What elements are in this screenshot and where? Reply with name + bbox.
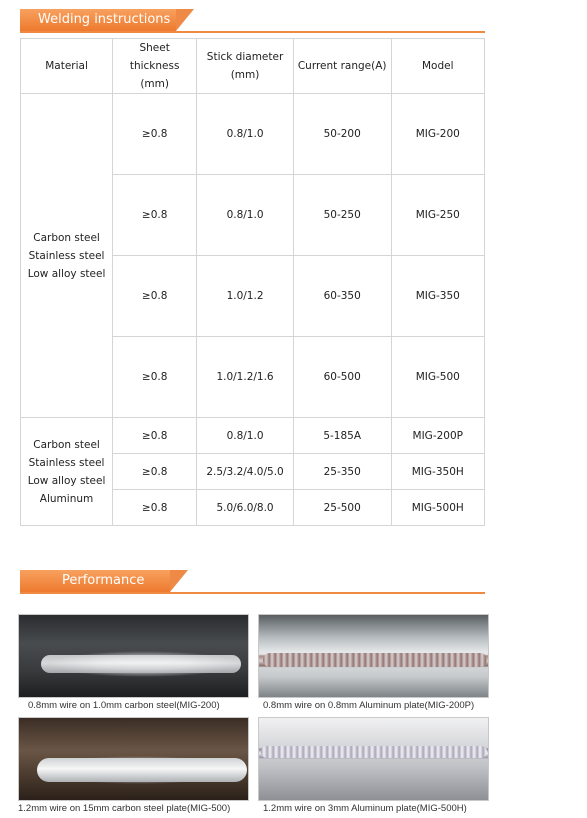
caption-mig-500h: 1.2mm wire on 3mm Aluminum plate(MIG-500H) bbox=[263, 803, 467, 814]
welding-instructions-title: Welding instructions bbox=[20, 9, 176, 31]
model-cell: MIG-500 bbox=[391, 337, 484, 418]
diameter-cell: 0.8/1.0 bbox=[197, 175, 294, 256]
diameter-cell: 2.5/3.2/4.0/5.0 bbox=[197, 454, 294, 490]
model-cell: MIG-350H bbox=[391, 454, 484, 490]
table-header-row bbox=[21, 39, 485, 94]
caption-mig-200p: 0.8mm wire on 0.8mm Aluminum plate(MIG-200P) bbox=[263, 700, 475, 711]
thickness-cell: ≥0.8 bbox=[113, 337, 197, 418]
material-name: Carbon steel bbox=[33, 231, 100, 244]
thickness-cell: ≥0.8 bbox=[113, 418, 197, 454]
material-cell-group1 bbox=[21, 94, 113, 418]
model-cell: MIG-350 bbox=[391, 256, 484, 337]
model-cell: MIG-250 bbox=[391, 175, 484, 256]
thickness-cell: ≥0.8 bbox=[113, 454, 197, 490]
weld-photo-mig-200 bbox=[18, 614, 249, 698]
thickness-cell: ≥0.8 bbox=[113, 94, 197, 175]
weld-photo-mig-200p bbox=[258, 614, 489, 698]
header-stick-diameter-unit: (mm) bbox=[230, 69, 260, 81]
thickness-cell: ≥0.8 bbox=[113, 256, 197, 337]
welding-spec-table bbox=[20, 38, 485, 526]
diameter-cell: 0.8/1.0 bbox=[197, 94, 294, 175]
header-sheet-thickness bbox=[113, 39, 197, 94]
current-cell: 60-350 bbox=[293, 256, 391, 337]
header-sheet-thickness-unit: (mm) bbox=[140, 78, 169, 90]
caption-mig-500: 1.2mm wire on 15mm carbon steel plate(MIG-500) bbox=[18, 803, 231, 814]
header-model: Model bbox=[391, 39, 484, 94]
table-row bbox=[21, 94, 485, 175]
welding-instructions-banner bbox=[20, 9, 485, 33]
table-row bbox=[21, 418, 485, 454]
current-cell: 60-500 bbox=[293, 337, 391, 418]
diameter-cell: 1.0/1.2 bbox=[197, 256, 294, 337]
performance-title: Performance bbox=[20, 570, 170, 592]
caption-mig-200: 0.8mm wire on 1.0mm carbon steel(MIG-200) bbox=[28, 700, 220, 711]
weld-bead bbox=[37, 758, 247, 782]
diameter-cell: 5.0/6.0/8.0 bbox=[197, 490, 294, 526]
header-stick-diameter bbox=[197, 39, 294, 94]
header-current-range: Current range(A) bbox=[293, 39, 391, 94]
weld-bead bbox=[263, 653, 487, 667]
model-cell: MIG-200P bbox=[391, 418, 484, 454]
diameter-cell: 1.0/1.2/1.6 bbox=[197, 337, 294, 418]
weld-photo-mig-500 bbox=[18, 717, 249, 801]
model-cell: MIG-500H bbox=[391, 490, 484, 526]
diameter-cell: 0.8/1.0 bbox=[197, 418, 294, 454]
material-name: Stainless steel bbox=[28, 456, 105, 469]
thickness-cell: ≥0.8 bbox=[113, 490, 197, 526]
material-name: Low alloy steel bbox=[27, 267, 106, 280]
current-cell: 25-350 bbox=[293, 454, 391, 490]
current-cell: 50-200 bbox=[293, 94, 391, 175]
header-sheet-thickness-label: Sheet thickness bbox=[129, 42, 180, 72]
performance-banner bbox=[20, 570, 485, 594]
thickness-cell: ≥0.8 bbox=[113, 175, 197, 256]
current-cell: 25-500 bbox=[293, 490, 391, 526]
header-stick-diameter-label: Stick diameter bbox=[206, 51, 284, 63]
weld-bead bbox=[261, 746, 487, 758]
weld-photo-mig-500h bbox=[258, 717, 489, 801]
model-cell: MIG-200 bbox=[391, 94, 484, 175]
weld-bead bbox=[41, 655, 241, 673]
current-cell: 5-185A bbox=[293, 418, 391, 454]
material-name: Low alloy steel bbox=[27, 474, 106, 487]
material-name: Stainless steel bbox=[28, 249, 105, 262]
current-cell: 50-250 bbox=[293, 175, 391, 256]
material-cell-group2 bbox=[21, 418, 113, 526]
material-name: Carbon steel bbox=[33, 438, 100, 451]
header-material: Material bbox=[21, 39, 113, 94]
material-name: Aluminum bbox=[39, 492, 94, 505]
